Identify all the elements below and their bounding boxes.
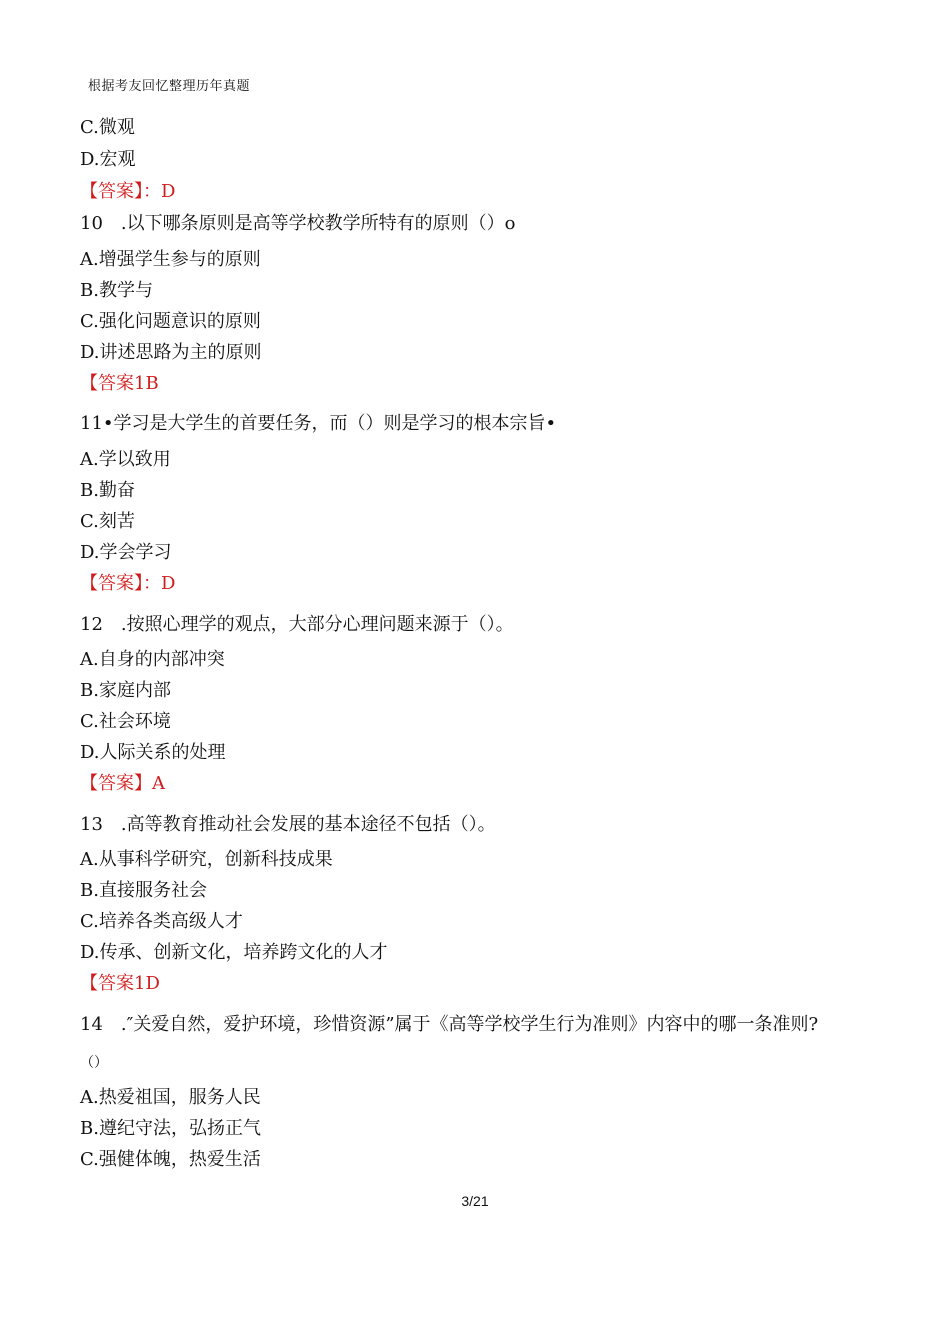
option-line: D.讲述思路为主的原则 bbox=[80, 342, 262, 363]
answer-line: 【答案1D bbox=[80, 973, 160, 994]
option-line: D.人际关系的处理 bbox=[80, 742, 226, 763]
page-number: 3/21 bbox=[461, 1193, 489, 1209]
option-line: A.热爱祖国，服务人民 bbox=[80, 1087, 261, 1108]
option-line: A.从事科学研究，创新科技成果 bbox=[80, 849, 333, 870]
question-line: 11•学习是大学生的首要任务，而（）则是学习的根本宗旨• bbox=[80, 413, 557, 434]
answer-line: 【答案】：D bbox=[80, 181, 176, 202]
option-line: C.社会环境 bbox=[80, 711, 171, 732]
option-line: B.遵纪守法，弘扬正气 bbox=[80, 1118, 261, 1139]
option-line: B.教学与 bbox=[80, 280, 153, 301]
option-line: C.强健体魄，热爱生活 bbox=[80, 1149, 261, 1170]
question-line: 14 .″关爱自然，爱护环境，珍惜资源”属于《高等学校学生行为准则》内容中的哪一条准则? bbox=[80, 1014, 819, 1035]
option-line: A.增强学生参与的原则 bbox=[80, 249, 261, 270]
option-line: D.宏观 bbox=[80, 149, 136, 170]
option-line: C.刻苦 bbox=[80, 511, 135, 532]
question-line: 10 .以下哪条原则是高等学校教学所特有的原则（）o bbox=[80, 213, 516, 234]
option-line: D.传承、创新文化，培养跨文化的人才 bbox=[80, 942, 388, 963]
option-line: A.自身的内部冲突 bbox=[80, 649, 225, 670]
option-line: B.家庭内部 bbox=[80, 680, 171, 701]
option-line: B.直接服务社会 bbox=[80, 880, 207, 901]
option-line: C.微观 bbox=[80, 117, 135, 138]
answer-line: 【答案1B bbox=[80, 373, 159, 394]
question-line: 13 .高等教育推动社会发展的基本途径不包括（）。 bbox=[80, 814, 496, 835]
option-line: B.勤奋 bbox=[80, 480, 135, 501]
blank-parentheses: （） bbox=[80, 1055, 108, 1071]
option-line: C.培养各类高级人才 bbox=[80, 911, 243, 932]
answer-line: 【答案】A bbox=[80, 773, 165, 794]
page-header: 根据考友回忆整理历年真题 bbox=[88, 79, 251, 94]
answer-line: 【答案】：D bbox=[80, 573, 176, 594]
question-line: 12 .按照心理学的观点，大部分心理问题来源于（）。 bbox=[80, 614, 514, 635]
option-line: A.学以致用 bbox=[80, 449, 171, 470]
option-line: D.学会学习 bbox=[80, 542, 172, 563]
option-line: C.强化问题意识的原则 bbox=[80, 311, 261, 332]
